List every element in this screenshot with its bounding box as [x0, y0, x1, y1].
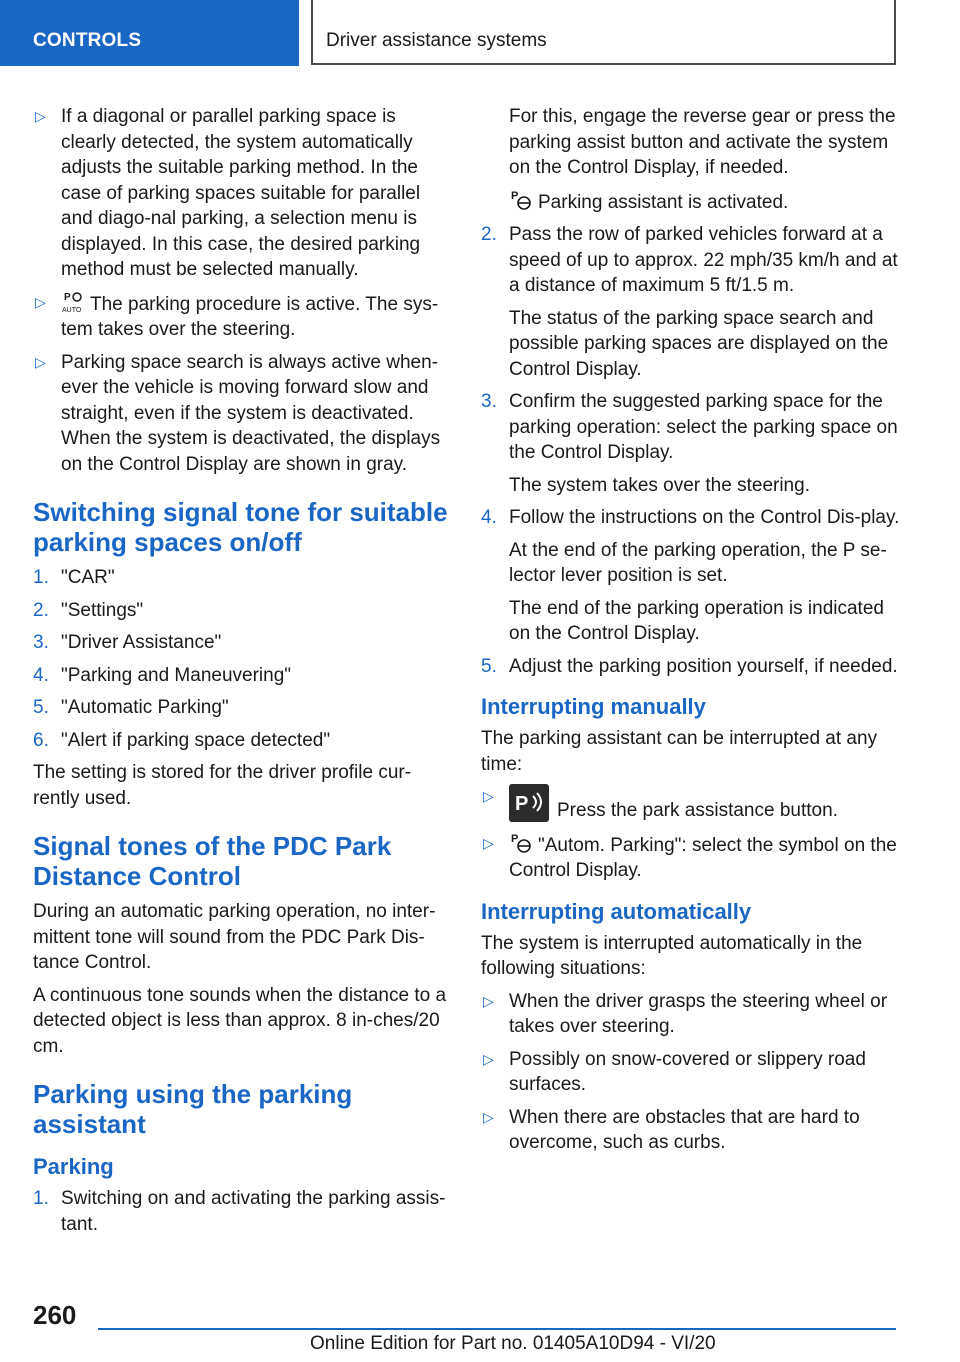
paragraph: The setting is stored for the driver profile cur-rently used. — [33, 762, 412, 809]
left-column — [33, 104, 451, 1244]
triangle-bullet-icon: ▷ — [35, 293, 46, 310]
section-title: CONTROLS — [33, 30, 142, 51]
paragraph: The status of the parking space search and possible parking spaces are displayed on the Control Display. — [509, 307, 889, 380]
paragraph: P Parking assistant is activated. — [511, 189, 789, 213]
heading-parking-assistant: Parking using the parking assistant — [33, 1079, 353, 1139]
list-item: 3. "Driver Assistance" — [33, 632, 222, 653]
paragraph: For this, engage the reverse gear or press the parking assist button and activate the system on the Control Display, if needed. — [509, 106, 896, 178]
list-item: ▷ P "Autom. Parking": select the symbol on the Control Display. — [483, 832, 897, 881]
paragraph: The system takes over the steering. — [509, 474, 810, 496]
paragraph: The system is interrupted automatically in the following situations: — [481, 932, 863, 979]
list-item: 4. "Parking and Maneuvering" — [33, 664, 292, 686]
triangle-bullet-icon: ▷ — [35, 353, 46, 370]
paragraph: A continuous tone sounds when the distance to a detected object is less than approx. 8 in-ches/20 cm. — [33, 984, 447, 1057]
triangle-bullet-icon: ▷ — [483, 834, 494, 851]
parking-assistant-icon — [509, 188, 533, 212]
chapter-tab — [311, 0, 896, 65]
paragraph: During an automatic parking operation, no inter-mittent tone will sound from the PDC Park Dis-tance Control. — [33, 901, 436, 973]
page-number: 260 — [33, 1300, 77, 1330]
page-header — [0, 0, 960, 66]
svg-text:P: P — [511, 189, 519, 202]
list-item: ▷ When there are obstacles that are hard to overcome, such as curbs. — [483, 1106, 860, 1153]
list-item: ▷ When the driver grasps the steering wheel or takes over steering. — [483, 990, 888, 1037]
list-item: ▷ Possibly on snow-covered or slippery road surfaces. — [483, 1048, 866, 1095]
triangle-bullet-icon: ▷ — [483, 788, 494, 804]
paragraph: The parking assistant can be interrupted at any time: — [481, 728, 878, 775]
heading-signal-tone: Switching signal tone for suitable parking spaces on/off — [33, 497, 448, 557]
list-item: 3. Confirm the suggested parking space for the parking operation: select the parking space on the Control Display. — [481, 391, 898, 463]
triangle-bullet-icon: ▷ — [483, 1050, 494, 1067]
park-assistance-button-icon — [509, 784, 549, 822]
chapter-title: Driver assistance systems — [326, 30, 547, 51]
section-tab — [0, 0, 299, 66]
list-item: 1. Switching on and activating the parking assis-tant. — [33, 1188, 446, 1235]
list-item: 1. "CAR" — [33, 567, 115, 588]
list-item: ▷ P AUTO The parking procedure is active. The sys-tem takes over the steering. — [35, 291, 439, 340]
heading-interrupt-auto: Interrupting automatically — [481, 898, 752, 924]
list-item: 4. Follow the instructions on the Control Dis-play. — [481, 507, 900, 528]
triangle-bullet-icon: ▷ — [483, 992, 494, 1009]
parking-auto-icon — [61, 290, 85, 314]
list-item: ▷ Parking space search is always active when-ever the vehicle is moving forward slow and straight, even if the system is deactivated. When the system is deactivated, the displays on the Control Display are shown in gray. — [35, 351, 441, 475]
list-item: 2. "Settings" — [33, 599, 144, 621]
heading-interrupt-manual: Interrupting manually — [481, 694, 706, 719]
svg-text:P: P — [64, 291, 71, 303]
list-item: 5. Adjust the parking position yourself, if needed. — [481, 655, 898, 677]
list-item: 2. Pass the row of parked vehicles forward at a speed of up to approx. 22 mph/35 km/h and at a distance of maximum 5 ft/1.5 m. — [481, 224, 898, 296]
svg-text:AUTO: AUTO — [62, 306, 82, 314]
heading-pdc: Signal tones of the PDC Park Distance Control — [33, 831, 392, 891]
paragraph: The end of the parking operation is indicated on the Control Display. — [509, 597, 884, 644]
triangle-bullet-icon: ▷ — [483, 1108, 494, 1125]
heading-parking: Parking — [33, 1154, 114, 1179]
parking-assistant-icon — [509, 831, 533, 855]
svg-text:P: P — [515, 793, 529, 815]
list-item: ▷ P Press the park assistance button. — [481, 784, 901, 824]
paragraph: At the end of the parking operation, the P se-lector lever position is set. — [509, 539, 887, 586]
footer-divider — [98, 1328, 896, 1330]
list-item: 6. "Alert if parking space detected" — [33, 729, 331, 751]
triangle-bullet-icon: ▷ — [35, 108, 46, 124]
svg-text:P: P — [511, 832, 519, 845]
right-column — [481, 104, 901, 1163]
list-item: 5. "Automatic Parking" — [33, 697, 229, 718]
list-item: ▷ If a diagonal or parallel parking space is clearly detected, the system automatically adjusts the suitable parking method. In the case of parking spaces suitable for parallel and diago-nal parking, a selection menu is displayed. In this case, the desired parking method must be selected manually. — [35, 106, 421, 280]
footer-edition: Online Edition for Part no. 01405A10D94 - VI/20 — [310, 1333, 716, 1354]
